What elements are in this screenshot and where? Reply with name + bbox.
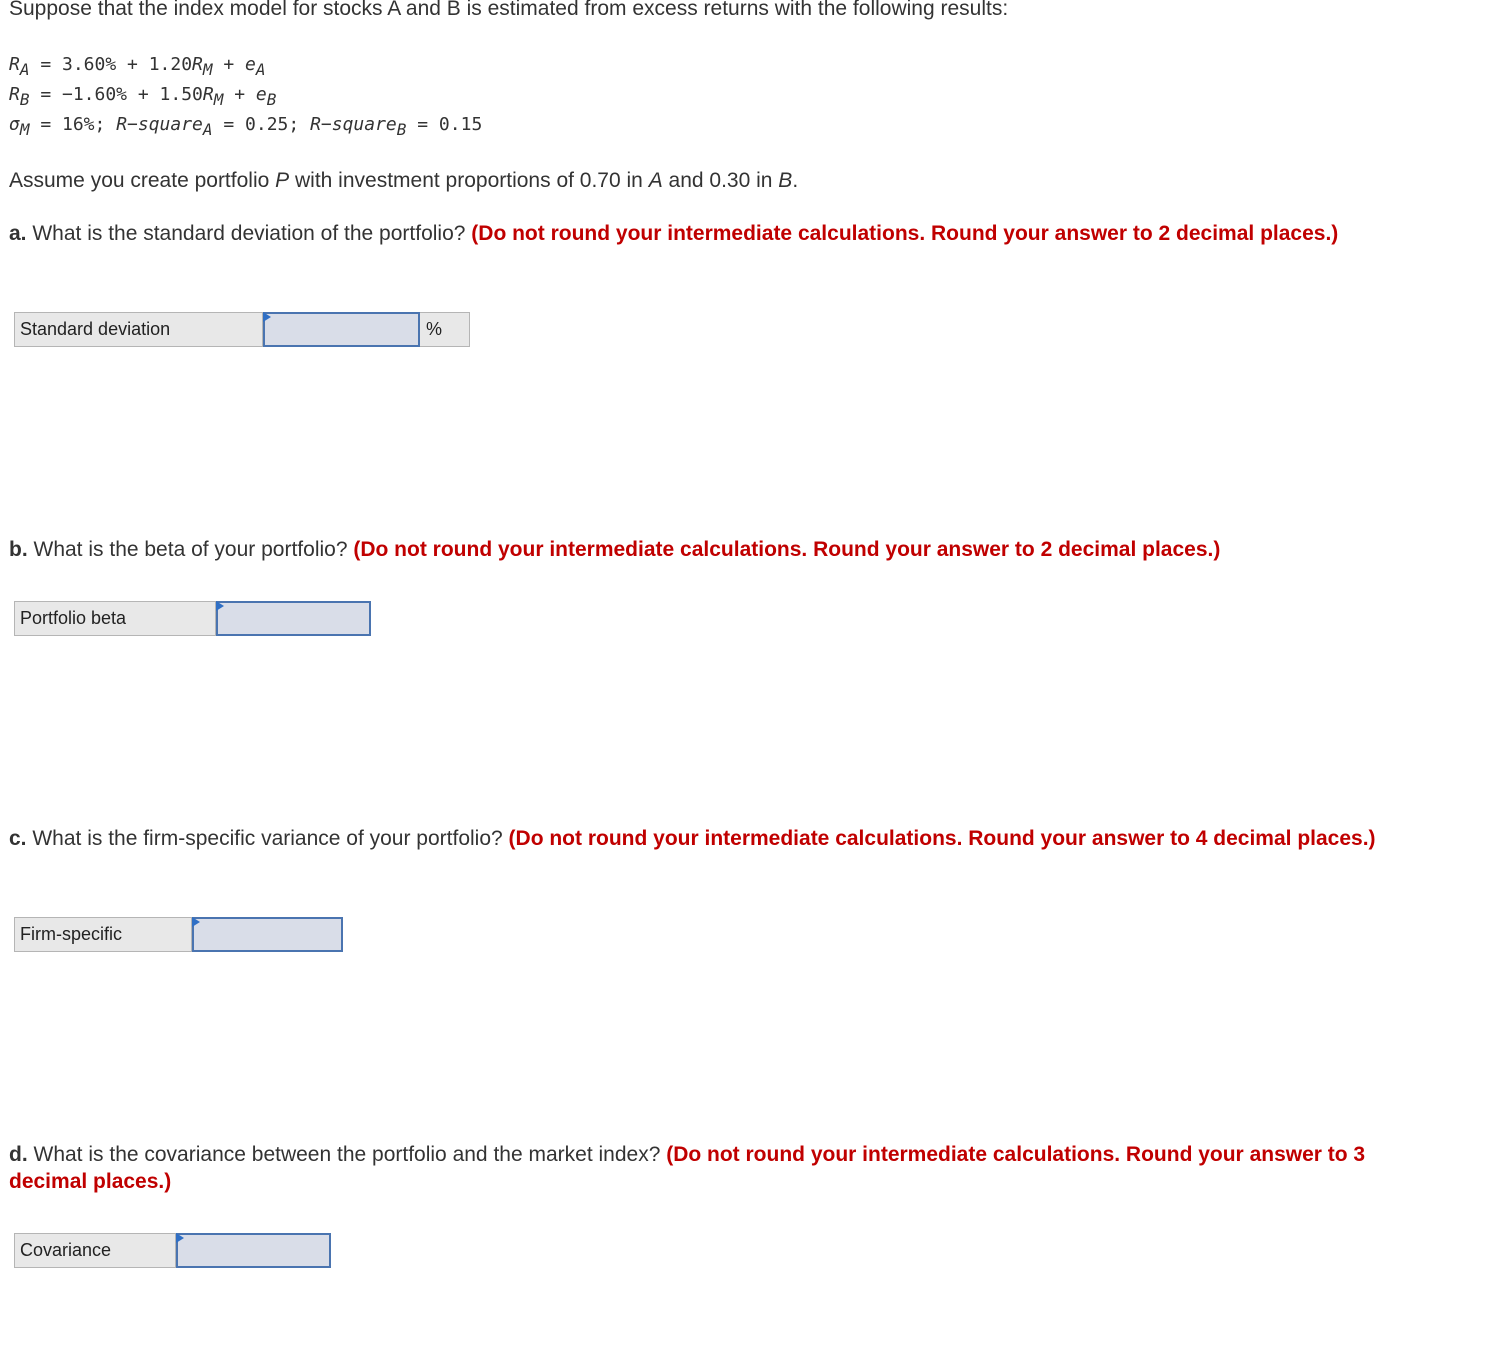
answer-row-d [14,1233,331,1268]
question-b: b. What is the beta of your portfolio? (Do not round your intermediate calculations. Round your answer to 2 decimal places.) [9,538,1221,561]
firm-specific-label: Firm-specific [14,917,192,952]
problem-intro: Suppose that the index model for stocks A and B is estimated from excess returns with the following results: [9,0,1009,20]
equation-rb: $R_B = -1.60\% + 1.50R_M + e_B$ [9,84,277,109]
equation-ra: $R_A = 3.60\% + 1.20R_M + e_A$ [9,54,266,79]
question-a: a. What is the standard deviation of the portfolio? (Do not round your intermediate calculations. Round your answer to 2 decimal places.) [9,222,1339,245]
std-dev-label: Standard deviation [14,312,263,347]
firm-specific-input[interactable] [192,917,343,952]
question-a-instruction: (Do not round your intermediate calculations. Round your answer to 2 decimal places.) [471,222,1339,245]
question-c-instruction: (Do not round your intermediate calculations. Round your answer to 4 decimal places.) [508,827,1376,850]
equation-sigma-rsquare: $\sigma_M = 16\%$; R−square$_A$ = 0.25; R−square$_B$ = 0.15 [9,114,483,139]
question-b-instruction: (Do not round your intermediate calculations. Round your answer to 2 decimal places.) [353,538,1221,561]
question-d-instruction: (Do not round your intermediate calculations. Round your answer to 3 decimal places.) [9,1143,1366,1193]
answer-row-a [14,312,470,347]
answer-row-c [14,917,343,952]
covariance-label: Covariance [14,1233,176,1268]
std-dev-input[interactable] [263,312,420,347]
portfolio-beta-input[interactable] [216,601,371,636]
question-c: c. What is the firm-specific variance of your portfolio? (Do not round your intermediate calculations. Round your answer to 4 decimal places.) [9,827,1376,850]
percent-unit: % [420,312,470,347]
question-d: d. What is the covariance between the portfolio and the market index? (Do not round your intermediate calculations. Round your answer to 3 decimal places.) [9,1143,1366,1193]
assumption-text: Assume you create portfolio P with investment proportions of 0.70 in A and 0.30 in B. [9,169,799,192]
answer-row-b [14,601,371,636]
portfolio-beta-label: Portfolio beta [14,601,216,636]
covariance-input[interactable] [176,1233,331,1268]
